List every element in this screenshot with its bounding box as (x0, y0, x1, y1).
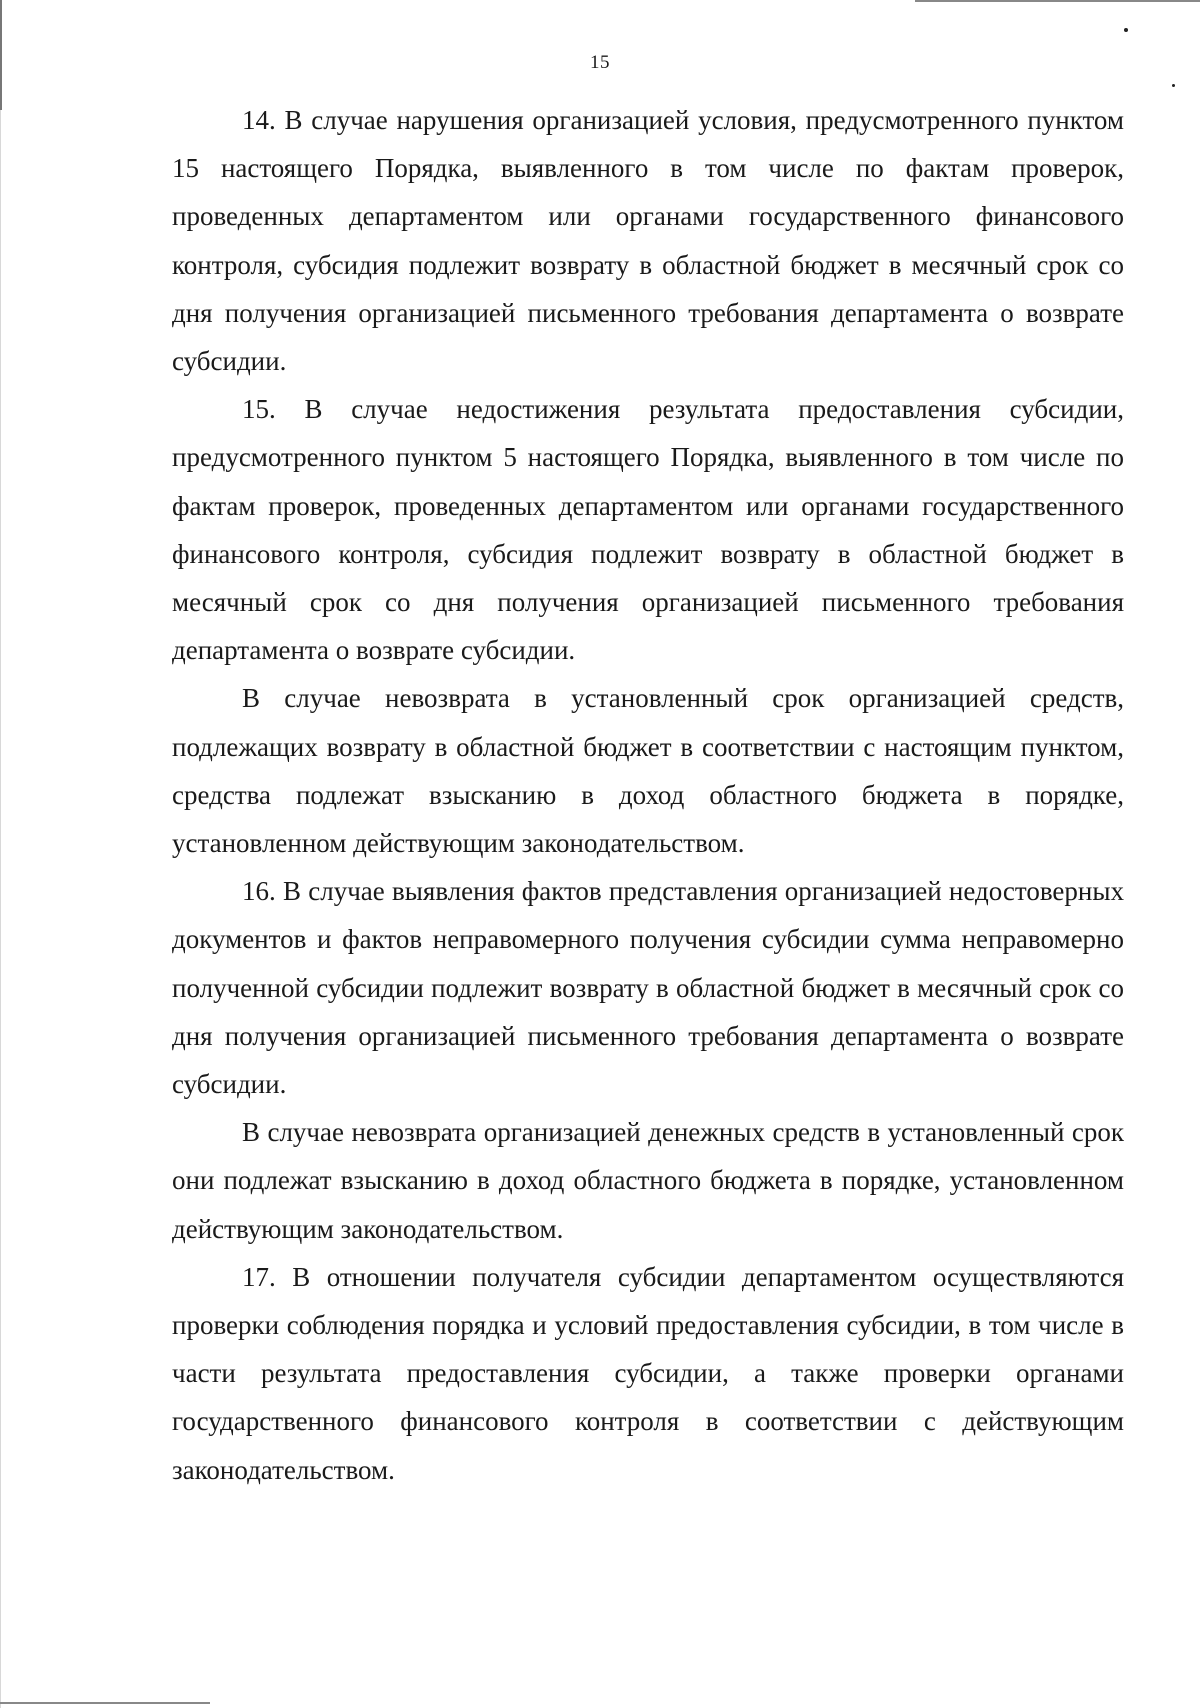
scan-speck (1172, 84, 1175, 87)
paragraph-15-continuation: В случае невозврата в установленный срок организацией средств, подлежащих возврату в областной бюджет в соответствии с настоящим пунктом, средства подлежат взысканию в доход областного бюджета в порядке, установленном действующим законодательством. (172, 683, 1124, 859)
scan-edge-top (915, 0, 1200, 2)
page-number: 15 (590, 52, 610, 73)
paragraph-15: 15. В случае недостижения результата предоставления субсидии, предусмотренного пунктом 5 настоящего Порядка, выявленного в том числе по фактам проверок, проведенных департаментом или органами государственного финансового контроля, субсидия подлежит возврату в областной бюджет в месячный срок со дня получения организацией письменного требования департамента о возврате субсидии. (172, 394, 1124, 666)
paragraph-17: 17. В отношении получателя субсидии департаментом осуществляются проверки соблюдения порядка и условий предоставления субсидии, в том числе в части результата предоставления субсидии, а также проверки органами государственного финансового контроля в соответствии с действующим законодательством. (172, 1261, 1124, 1485)
scan-edge-left (0, 0, 1, 1708)
document-body (172, 96, 1124, 1494)
scan-edge-bottom (0, 1702, 210, 1704)
paragraph-14: 14. В случае нарушения организацией условия, предусмотренного пунктом 15 настоящего Порядка, выявленного в том числе по фактам проверок, проведенных департаментом или органами государственного финансового контроля, субсидия подлежит возврату в областной бюджет в месячный срок со дня получения организацией письменного требования департамента о возврате субсидии. (172, 105, 1124, 377)
paragraph-16: 16. В случае выявления фактов представления организацией недостоверных документов и фактов неправомерного получения субсидии сумма неправомерно полученной субсидии подлежит возврату в областной бюджет в месячный срок со дня получения организацией письменного требования департамента о возврате субсидии. (172, 876, 1124, 1100)
paragraph-16-continuation: В случае невозврата организацией денежных средств в установленный срок они подлежат взысканию в доход областного бюджета в порядке, установленном действующим законодательством. (172, 1117, 1124, 1244)
scan-speck (1124, 28, 1128, 32)
